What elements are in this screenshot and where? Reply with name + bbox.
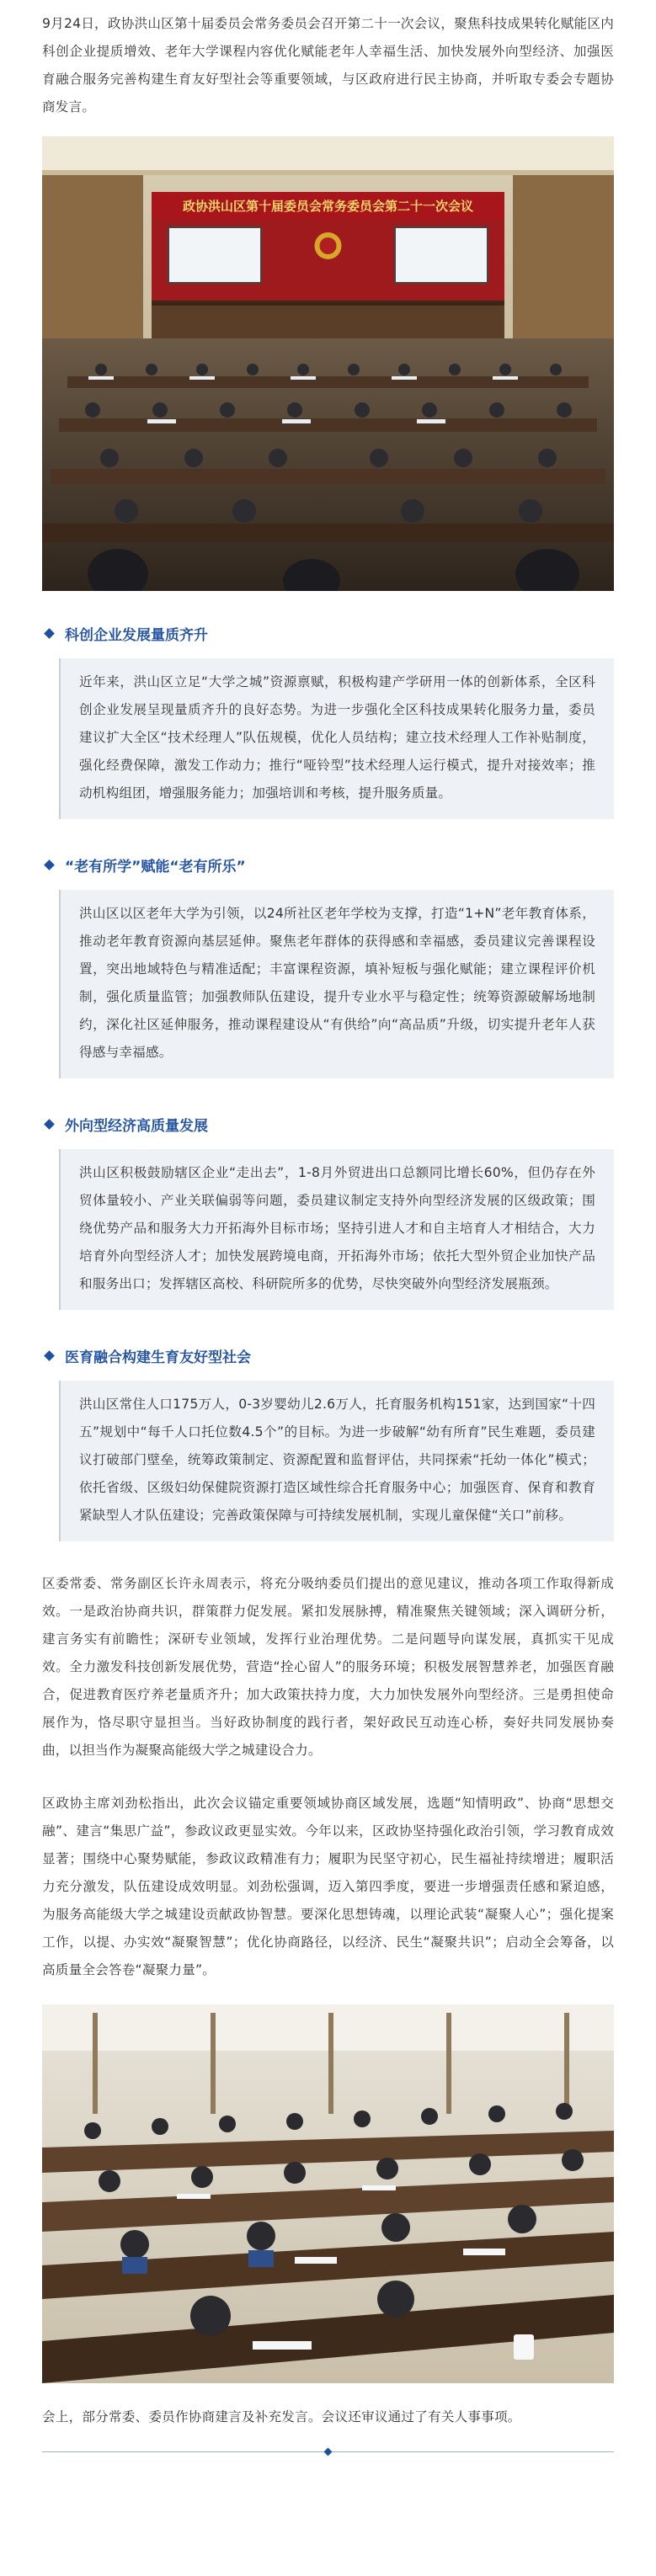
- section-2-body: 洪山区以区老年大学为引领，以24所社区老年学校为支撑，打造“1+N”老年教育体系，推动老年教育资源向基层延伸。聚焦老年群体的获得感和幸福感，委员建议完善课程设置，突出地域特色与精准适配；丰富课程资源，填补短板与强化赋能；建立课程评价机制，强化质量监管；加强教师队伍建设，提升专业水平与稳定性；统筹资源破解场地制约，深化社区延伸服务，推动课程建设从“有供给”向“高品质”升级，切实提升老年人获得感与幸福感。: [79, 906, 595, 1060]
- chairman-paragraph: 区政协主席刘劲松指出，此次会议锚定重要领域协商区域发展，选题“知情明政”、协商“思想交融”、建言“集思广益”，参政议政更显实效。今年以来，区政协坚持强化政治引领，学习教育成效显著；围绕中心聚势赋能，参政议政精准有力；履职为民坚守初心，民生福祉持续增进；履职活力充分激发，队伍建设成效明显。刘劲松强调，迈入第四季度，要进一步增强责任感和紧迫感，为服务高能级大学之城建设贡献政协智慧。要深化思想铸魂，以理论武装“凝聚人心”；强化提案工作，以提、办实效“凝聚智慧”；优化协商路径，以经济、民生“凝聚共识”；启动全会筹备，以高质量全会答卷“凝聚力量”。: [42, 1796, 614, 1977]
- section-1-title: [42, 616, 614, 650]
- diamond-bullet-icon: [44, 1350, 55, 1361]
- section-4-body: 洪山区常住人口175万人，0-3岁婴幼儿2.6万人，托育服务机构151家，达到国家“十四五”规划中“每千人口托位数4.5个”的目标。为进一步破解“幼有所育”民生难题，委员建议打破部门壁垒，统筹政策制定、资源配置和监督评估，共同探索“托幼一体化”模式；依托省级、区级妇幼保健院资源打造区域性综合托育服务中心；加强医育、保育和教育紧缺型人才队伍建设；完善政策保障与可持续发展机制，实现儿童保健“关口”前移。: [79, 1397, 595, 1523]
- section-1-body: 近年来，洪山区立足“大学之城”资源禀赋，积极构建产学研用一体的创新体系，全区科创企业发展呈现量质齐升的良好态势。为进一步强化全区科技成果转化服务力量，委员建议扩大全区“技术经理人”队伍规模，优化人员结构；建立技术经理人工作补贴制度，强化经费保障，激发工作动力；推行“哑铃型”技术经理人运行模式，提升对接效率；推动机构组团，增强服务能力；加强培训和考核，提升服务质量。: [79, 674, 595, 801]
- intro-paragraph: 9月24日，政协洪山区第十届委员会常务委员会召开第二十一次会议，聚焦科技成果转化赋能区内科创企业提质增效、老年大学课程内容优化赋能老年人幸福生活、加快发展外向型经济、加强医育融合服务完善构建生育友好型社会等重要领域，与区政府进行民主协商，并听取专委会专题协商发言。: [42, 16, 614, 114]
- section-3-title: [42, 1107, 614, 1141]
- section-1-title-text: 科创企业发展量质齐升: [65, 626, 208, 644]
- meeting-photo-audience: [42, 2004, 614, 2383]
- diamond-bullet-icon: [44, 628, 55, 639]
- section-2-title-text: “老有所学”赋能“老有所乐”: [65, 858, 246, 876]
- diamond-bullet-icon: [44, 1119, 55, 1130]
- meeting-photo-stage-image: [42, 136, 614, 591]
- closing-paragraph: 会上，部分常委、委员作协商建言及补充发言。会议还审议通过了有关人事事项。: [42, 2409, 521, 2424]
- section-3-title-text: 外向型经济高质量发展: [65, 1117, 208, 1135]
- stage-banner-text: 政协洪山区第十届委员会常务委员会第二十一次会议: [182, 199, 474, 214]
- section-4-box: [59, 1381, 614, 1541]
- footer-divider: [42, 2451, 614, 2452]
- section-2-title: [42, 848, 614, 881]
- divider-diamond-icon: [324, 2448, 333, 2456]
- meeting-photo-audience-image: [42, 2004, 614, 2383]
- section-3-body: 洪山区积极鼓励辖区企业“走出去”，1-8月外贸进出口总额同比增长60%，但仍存在外贸体量较小、产业关联偏弱等问题，委员建议制定支持外向型经济发展的区级政策；围绕优势产品和服务大力开拓海外目标市场；坚持引进人才和自主培育人才相结合，大力培育外向型经济人才；加快发展跨境电商，开拓海外市场；依托大型外贸企业加快产品和服务出口；发挥辖区高校、科研院所多的优势，尽快突破外向型经济发展瓶颈。: [79, 1165, 595, 1291]
- meeting-photo-stage: [42, 136, 614, 591]
- section-4-title-text: 医育融合构建生育友好型社会: [65, 1349, 251, 1366]
- section-4-title: [42, 1339, 614, 1372]
- section-3-box: [59, 1149, 614, 1310]
- vice-mayor-paragraph: 区委常委、常务副区长许永周表示，将充分吸纳委员们提出的意见建议，推动各项工作取得新成效。一是政治协商共识，群策群力促发展。紧扣发展脉搏，精准聚焦关键领域；深入调研分析，建言务实有前瞻性；深研专业领域，发挥行业治理优势。二是问题导向谋发展，真抓实干见成效。全力激发科技创新发展优势，营造“拴心留人”的服务环境；积极发展智慧养老，加强医育融合，促进教育医疗养老量质齐升；加大政策扶持力度，大力加快发展外向型经济。三是勇担使命展作为，恪尽职守显担当。当好政协制度的践行者，架好政民互动连心桥，奏好共同发展协奏曲，以担当作为凝聚高能级大学之城建设合力。: [42, 1576, 614, 1758]
- section-1-box: [59, 658, 614, 819]
- diamond-bullet-icon: [44, 860, 55, 870]
- section-2-box: [59, 890, 614, 1078]
